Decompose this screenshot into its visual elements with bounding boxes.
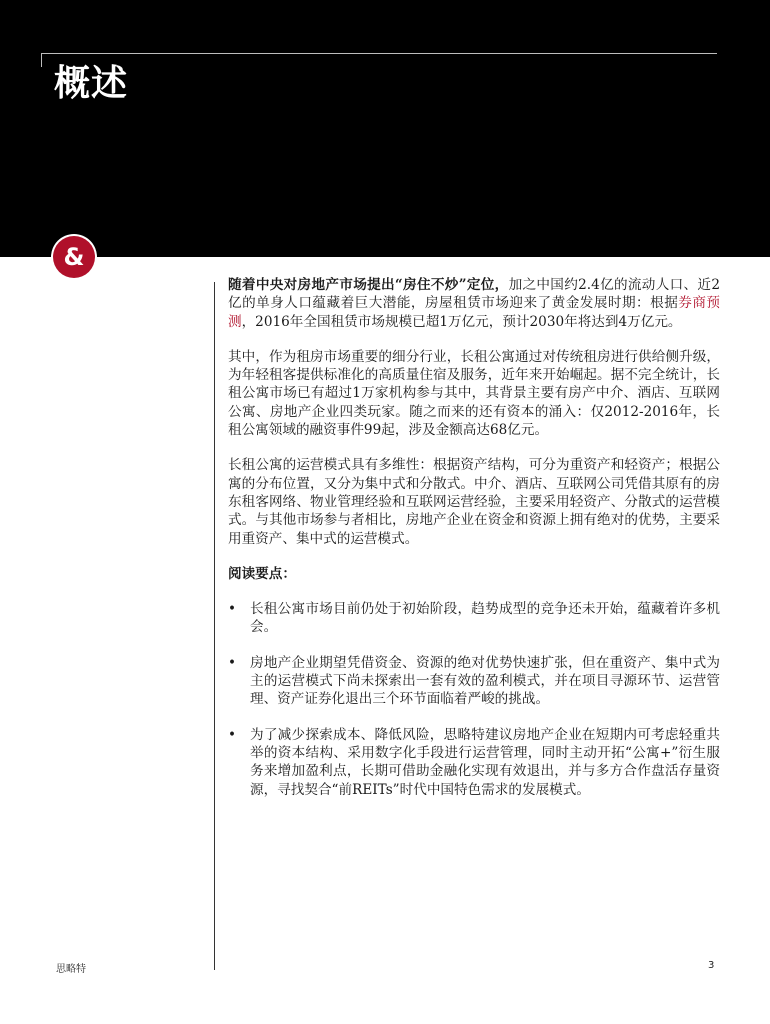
intro-text-b: ，2016年全国租赁市场规模已超1万亿元，预计2030年将达到4万亿元。 bbox=[241, 313, 682, 330]
content-divider bbox=[214, 282, 215, 970]
header-rule-vertical bbox=[41, 53, 42, 67]
intro-highlight-link[interactable]: 券商预测 bbox=[228, 295, 721, 330]
bullet-icon: • bbox=[228, 654, 237, 671]
list-item-text: 为了减少探索成本、降低风险，思略特建议房地产企业在短期内可考虑轻重共举的资本结构、采用数字化手段进行运营管理，同时主动开拓“公寓+”衍生服务来增加盈利点，长期可借助金融化实现有效退出，并与多方合作盘活存量资源，寻找契合“前REITs”时代中国特色需求的发展模式。 bbox=[250, 726, 720, 798]
paragraph-market: 其中，作为租房市场重要的细分行业，长租公寓通过对传统租房进行供给侧升级，为年轻租客提供标准化的高质量住宿及服务，近年来开始崛起。据不完全统计，长租公寓市场已有超过1万家机构参与其中，其背景主要有房产中介、酒店、互联网公寓、房地产企业四类玩家。随之而来的还有资本的涌入：仅2012-2016年，长租公寓领域的融资事件99起，涉及金额高达68亿元。 bbox=[228, 348, 720, 439]
list-item bbox=[228, 600, 720, 637]
list-item-text: 长租公寓市场目前仍处于初始阶段，趋势成型的竞争还未开始，蕴藏着许多机会。 bbox=[250, 601, 720, 636]
list-item bbox=[228, 654, 720, 709]
key-points-list bbox=[228, 600, 720, 799]
bullet-icon: • bbox=[228, 601, 237, 618]
page-title: 概述 bbox=[54, 63, 129, 104]
header-rule-horizontal bbox=[41, 53, 717, 54]
list-item-text: 房地产企业期望凭借资金、资源的绝对优势快速扩张，但在重资产、集中式为主的运营模式下尚未探索出一套有效的盈利模式，并在项目寻源环节、运营管理、资产证券化退出三个环节面临着严峻的挑战。 bbox=[250, 654, 720, 708]
paragraph-intro bbox=[228, 276, 720, 331]
intro-text-a: 加之中国约2.4亿的流动人口、近2亿的单身人口蕴藏着巨大潜能，房屋租赁市场迎来了黄金发展时期：根据 bbox=[228, 277, 720, 312]
reading-heading: 阅读要点： bbox=[228, 565, 296, 582]
bullet-icon: • bbox=[228, 726, 237, 743]
paragraph-model: 长租公寓的运营模式具有多维性：根据资产结构，可分为重资产和轻资产；根据公寓的分布位置，又分为集中式和分散式。中介、酒店、互联网公司凭借其原有的房东租客网络、物业管理经验和互联网运营经验，主要采用轻资产、分散式的运营模式。与其他市场参与者相比，房地产企业在资金和资源上拥有绝对的优势，主要采用重资产、集中式的运营模式。 bbox=[228, 457, 720, 547]
list-item bbox=[228, 726, 720, 799]
page-number: 3 bbox=[708, 960, 715, 971]
intro-lead: 随着中央对房地产市场提出“房住不炒”定位， bbox=[228, 277, 509, 293]
ampersand-icon: & bbox=[53, 236, 95, 278]
footer-brand: 思略特 bbox=[56, 964, 86, 975]
main-content bbox=[228, 276, 720, 816]
header-band bbox=[0, 0, 770, 257]
